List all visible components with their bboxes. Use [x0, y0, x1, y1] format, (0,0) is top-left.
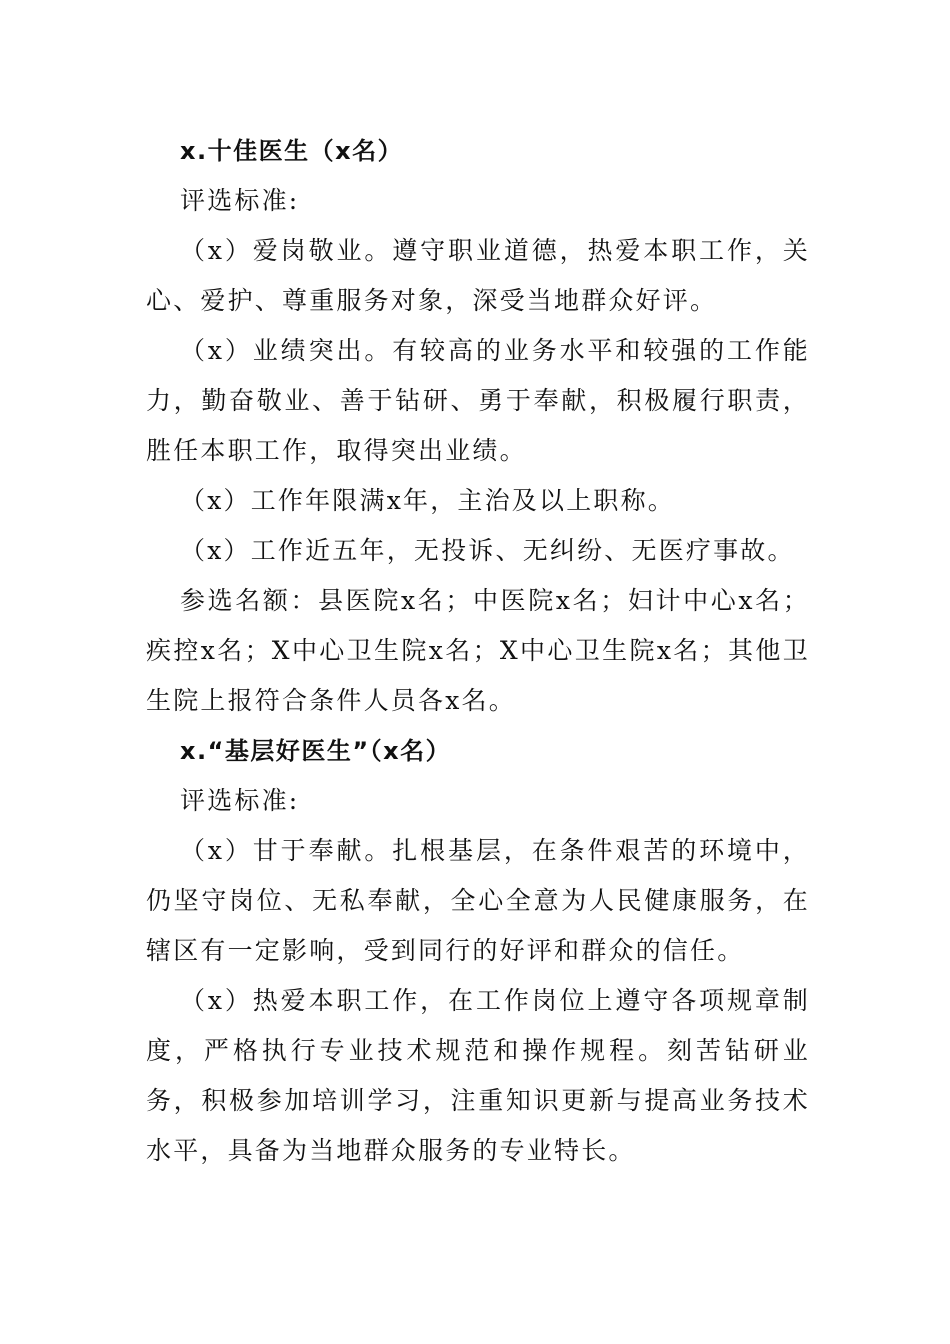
section-heading-top-ten-doctors: x.十佳医生（x名） — [180, 137, 404, 165]
criteria-label: 评选标准: — [180, 786, 300, 815]
section-heading-grassroots-doctor: x.“基层好医生”（x名） — [180, 737, 452, 765]
document-page — [146, 126, 810, 1176]
criteria-item: （x）热爱本职工作，在工作岗位上遵守各项规章制度，严格执行专业技术规范和操作规程。刻苦钻研业务，积极参加培训学习，注重知识更新与提高业务技术水平，具备为当地群众服务的专业特长。 — [146, 986, 810, 1165]
criteria-item: （x）工作年限满x年，主治及以上职称。 — [180, 486, 675, 515]
criteria-item: （x）爱岗敬业。遵守职业道德，热爱本职工作，关心、爱护、尊重服务对象，深受当地群众好评。 — [146, 236, 810, 315]
criteria-item: （x）工作近五年，无投诉、无纠纷、无医疗事故。 — [180, 536, 795, 565]
criteria-label: 评选标准: — [180, 186, 300, 215]
criteria-item: （x）甘于奉献。扎根基层，在条件艰苦的环境中，仍坚守岗位、无私奉献，全心全意为人民健康服务，在辖区有一定影响，受到同行的好评和群众的信任。 — [146, 836, 810, 965]
quota-paragraph: 参选名额：县医院x名；中医院x名；妇计中心x名；疾控x名；X中心卫生院x名；X中心卫生院x名；其他卫生院上报符合条件人员各x名。 — [146, 586, 810, 715]
criteria-item: （x）业绩突出。有较高的业务水平和较强的工作能力，勤奋敬业、善于钻研、勇于奉献，积极履行职责，胜任本职工作，取得突出业绩。 — [146, 336, 810, 465]
